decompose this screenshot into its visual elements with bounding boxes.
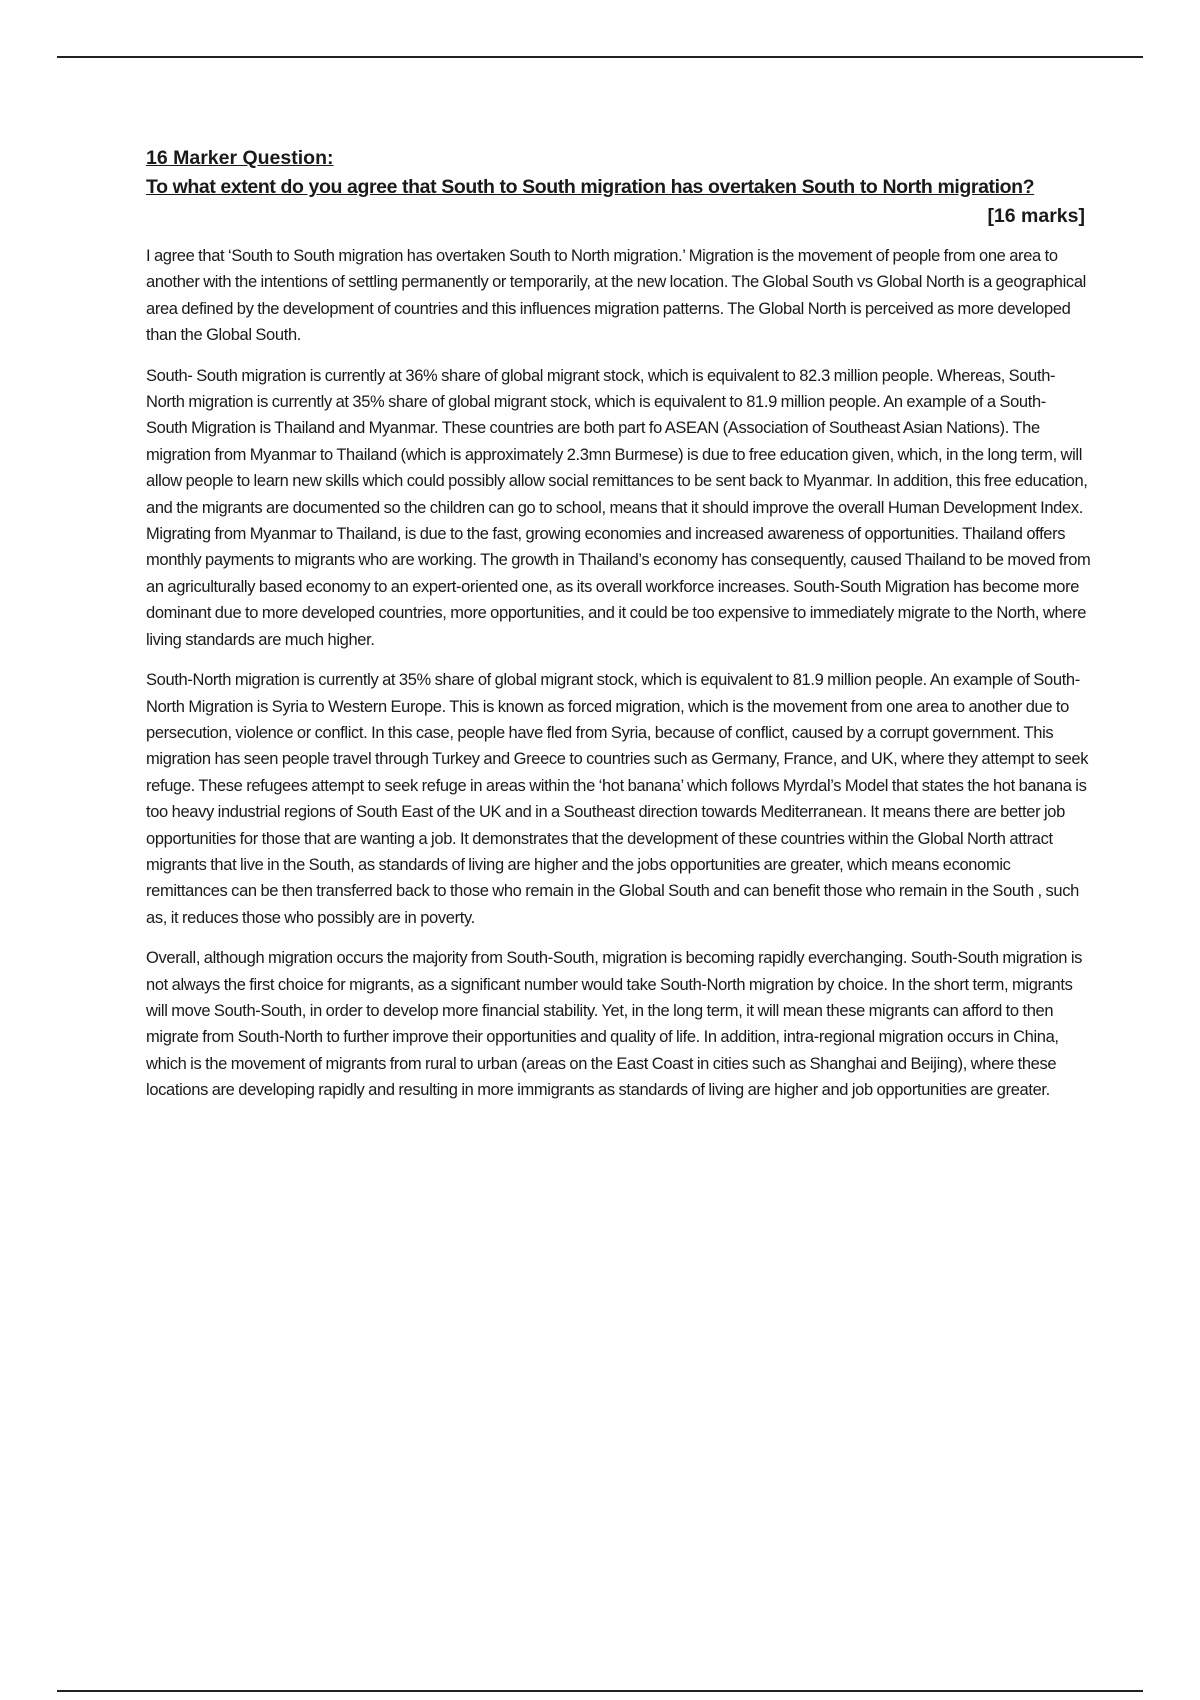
question-text: To what extent do you agree that South to South migration has overtaken South to North migration? — [146, 176, 1035, 198]
paragraph-conclusion: Overall, although migration occurs the majority from South-South, migration is becoming rapidly everchanging. South-South migration is not always the first choice for migrants, as a significant number would take South-North migration by choice. In the short term, migrants will move South-South, in order to develop more financial stability. Yet, in the long term, it will mean these migrants can afford to then migrate from South-North to further improve their opportunities and quality of life. In addition, intra-regional migration occurs in China, which is the movement of migrants from rural to urban (areas on the East Coast in cities such as Shanghai and Beijing), where these locations are developing rapidly and resulting in more immigrants as standards of living are higher and job opportunities are greater. — [146, 949, 1083, 1100]
paragraph-introduction: I agree that ‘South to South migration has overtaken South to North migration.’ Migration is the movement of people from one area to another with the intentions of settling permanently or temporarily, at the new location. The Global South vs Global North is a geographical area defined by the development of countries and this influences migration patterns. The Global North is perceived as more developed than the Global South. — [146, 247, 1086, 345]
document-body — [146, 144, 1091, 1118]
paragraph-south-south: South- South migration is currently at 36% share of global migrant stock, which is equivalent to 82.3 million people. Whereas, South-North migration is currently at 35% share of global migrant stock, which is equivalent to 81.9 million people. An example of a South- South Migration is Thailand and Myanmar. These countries are both part fo ASEAN (Association of Southeast Asian Nations). The migration from Myanmar to Thailand (which is approximately 2.3mn Burmese) is due to free education given, which, in the long term, will allow people to learn new skills which could possibly allow social remittances to be sent back to Myanmar. In addition, this free education, and the migrants are documented so the children can go to school, means that it should improve the overall Human Development Index. Migrating from Myanmar to Thailand, is due to the fast, growing economies and increased awareness of opportunities. Thailand offers monthly payments to migrants who are working. The growth in Thailand’s economy has consequently, caused Thailand to be moved from an agriculturally based economy to an expert-oriented one, as its overall workforce increases. South-South Migration has become more dominant due to more developed countries, more opportunities, and it could be too expensive to immediately migrate to the North, where living standards are much higher. — [146, 366, 1091, 649]
marks-label: [16 marks] — [987, 205, 1085, 227]
top-rule — [57, 56, 1143, 58]
document-heading: 16 Marker Question: — [146, 147, 334, 169]
bottom-rule — [57, 1690, 1143, 1692]
paragraph-south-north: South-North migration is currently at 35% share of global migrant stock, which is equivalent to 81.9 million people. An example of South- North Migration is Syria to Western Europe. This is known as forced migration, which is the movement from one area to another due to persecution, violence or conflict. In this case, people have fled from Syria, because of conflict, caused by a corrupt government. This migration has seen people travel through Turkey and Greece to countries such as Germany, France, and UK, where they attempt to seek refuge. These refugees attempt to seek refuge in areas within the ‘hot banana’ which follows Myrdal’s Model that states the hot banana is too heavy industrial regions of South East of the UK and in a Southeast direction towards Mediterranean. It means there are better job opportunities for those that are wanting a job. It demonstrates that the development of these countries within the Global North attract migrants that live in the South, as standards of living are higher and the jobs opportunities are greater, which means economic remittances can be then transferred back to those who remain in the Global South and can benefit those who remain in the South , such as, it reduces those who possibly are in poverty. — [146, 671, 1089, 927]
